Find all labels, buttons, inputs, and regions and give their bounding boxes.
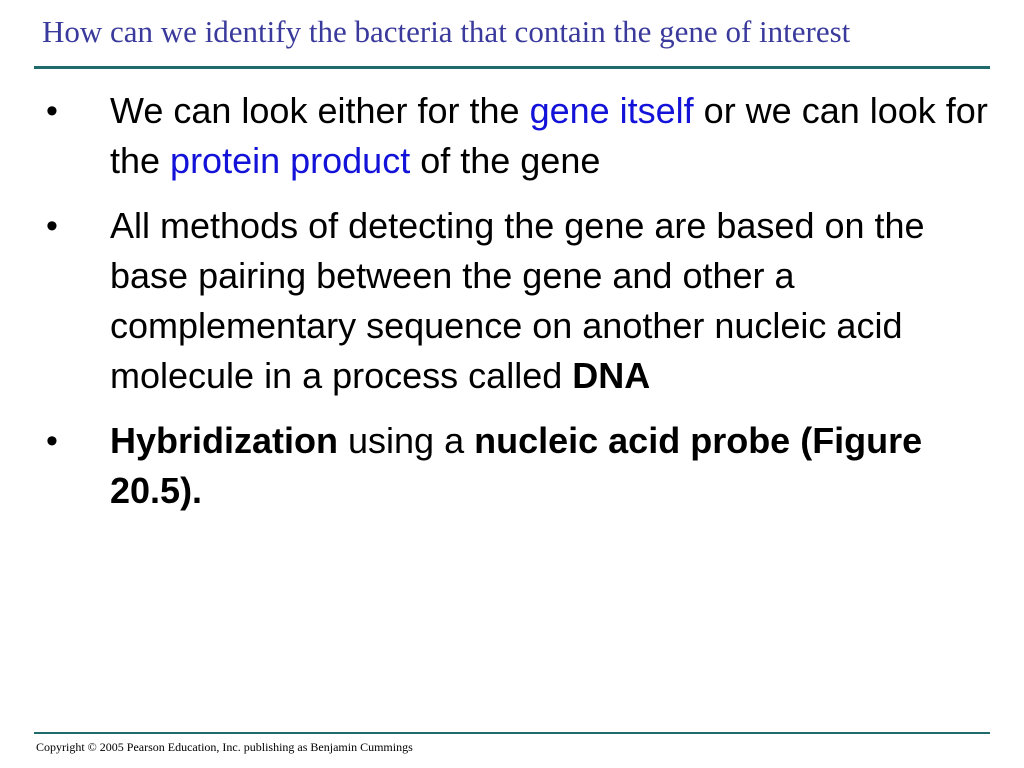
bullet-list bbox=[0, 86, 1024, 531]
bullet-text-run: using a bbox=[338, 420, 475, 461]
footer-divider bbox=[34, 732, 990, 734]
bullet-text-run: of the gene bbox=[410, 140, 601, 181]
slide-title: How can we identify the bacteria that contain the gene of interest bbox=[42, 14, 851, 49]
bullet-text-run: We can look either for the bbox=[110, 90, 530, 131]
title-divider bbox=[34, 66, 990, 69]
bullet-text bbox=[110, 416, 990, 516]
bullet-item bbox=[0, 86, 1024, 186]
highlighted-term: protein product bbox=[170, 140, 411, 181]
bullet-text-run: or we can look for the bbox=[110, 90, 988, 181]
highlighted-term: gene itself bbox=[529, 90, 694, 131]
bold-term: nucleic acid probe (Figure 20.5). bbox=[110, 420, 923, 511]
bullet-marker: • bbox=[46, 422, 58, 460]
copyright-footer: Copyright © 2005 Pearson Education, Inc. publishing as Benjamin Cummings bbox=[36, 740, 413, 754]
bullet-text bbox=[110, 201, 990, 401]
bullet-item bbox=[0, 416, 1024, 516]
bullet-text bbox=[110, 86, 990, 186]
bold-term: DNA bbox=[572, 355, 651, 396]
bullet-item bbox=[0, 201, 1024, 401]
bold-term: Hybridization bbox=[110, 420, 339, 461]
bullet-marker: • bbox=[46, 92, 58, 130]
bullet-text-run: All methods of detecting the gene are based on the base pairing between the gene and other a complementary sequence on another nucleic acid molecule in a process called bbox=[110, 205, 925, 396]
bullet-marker: • bbox=[46, 207, 58, 245]
